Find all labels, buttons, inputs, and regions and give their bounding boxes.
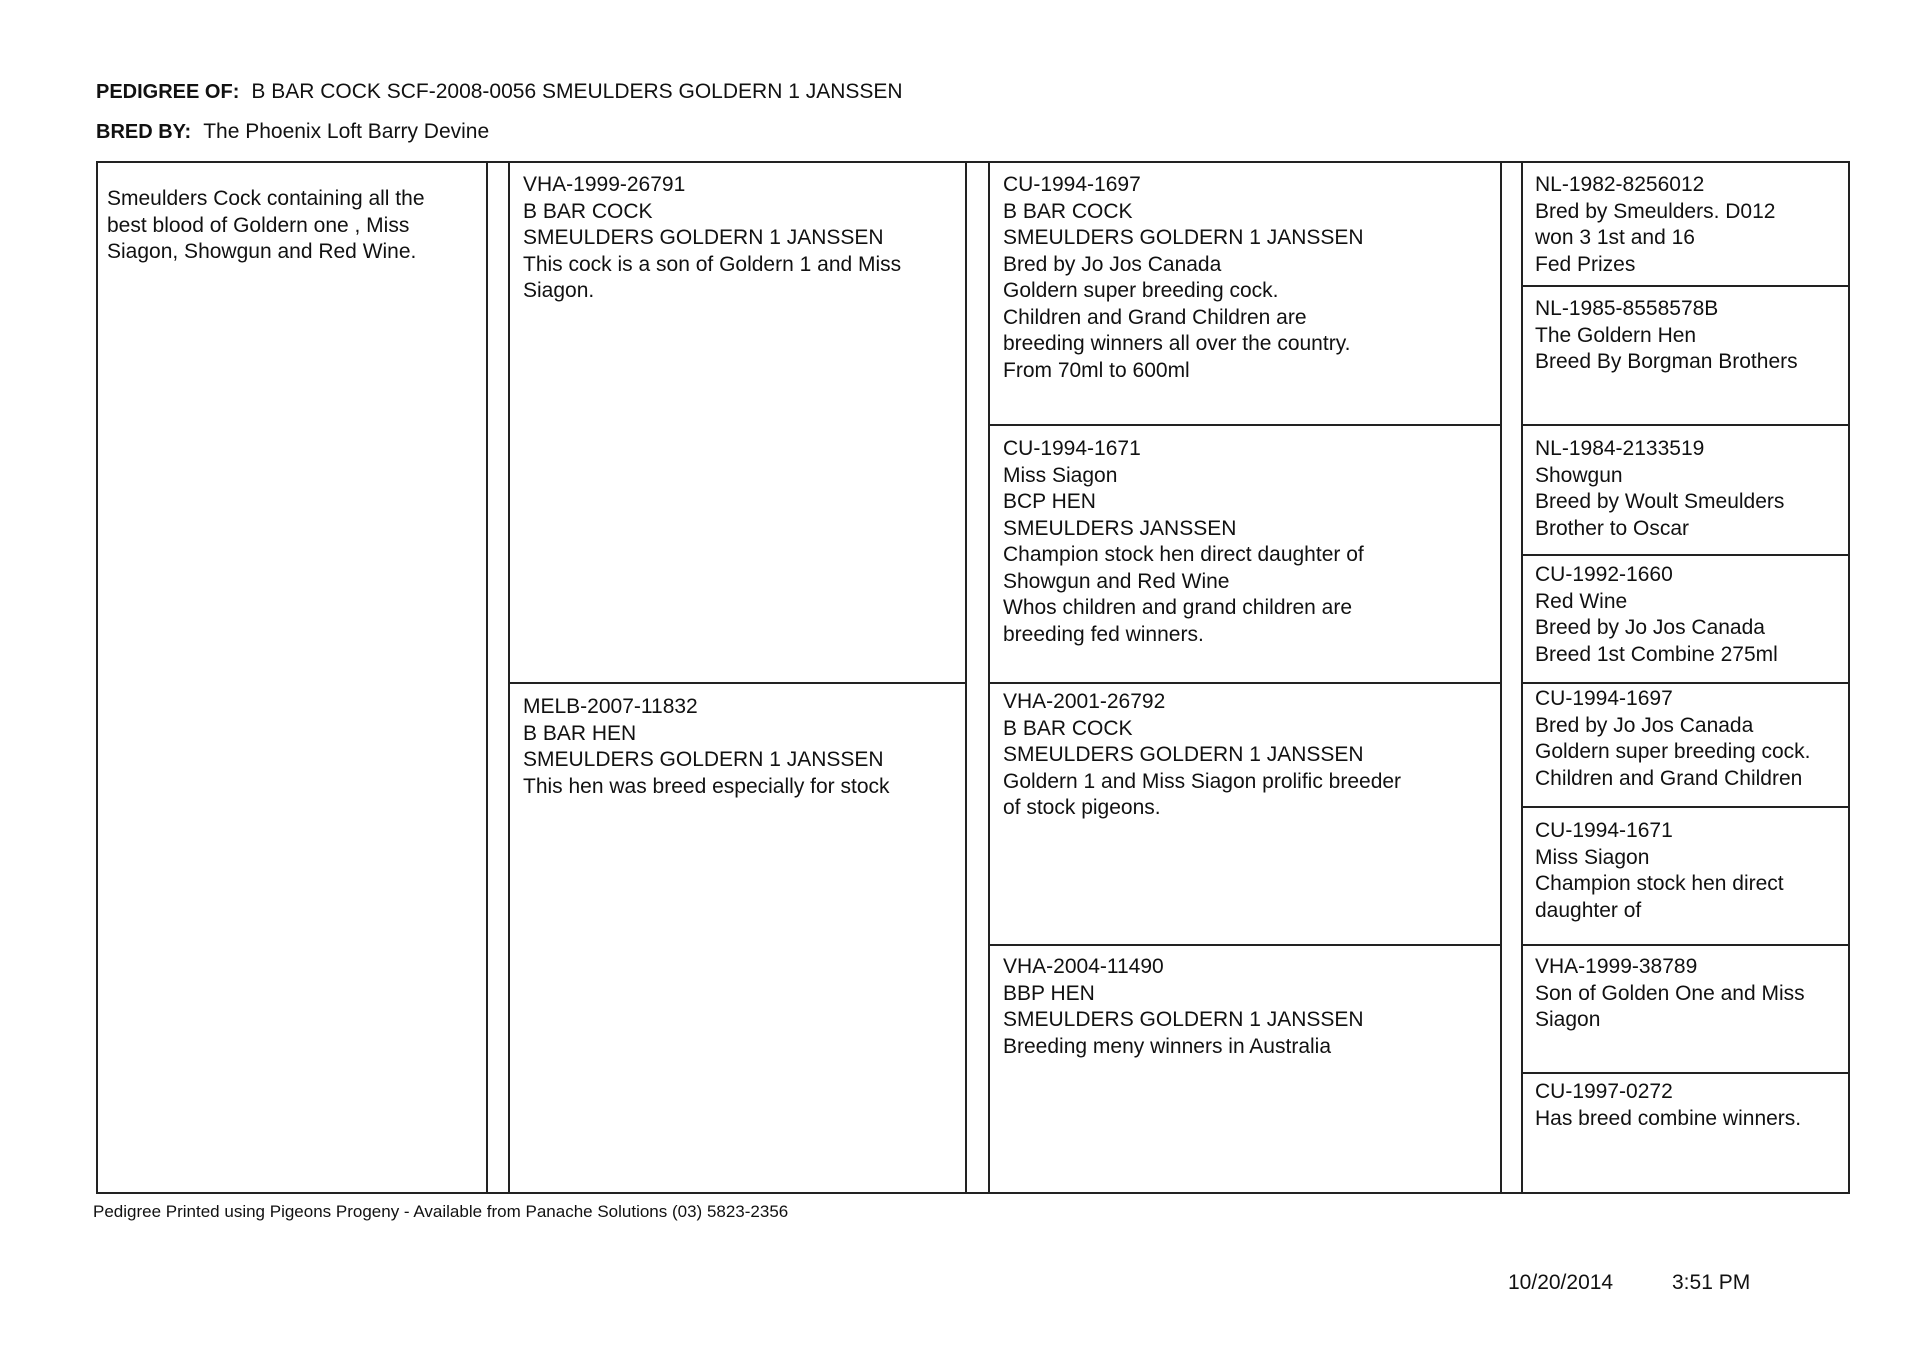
ggp-entry-4: CU-1992-1660 Red Wine Breed by Jo Jos Canada Breed 1st Combine 275ml bbox=[1535, 563, 1778, 666]
ggp-entry-6: CU-1994-1671 Miss Siagon Champion stock hen direct daughter of bbox=[1535, 819, 1784, 922]
ggp-entry-8: CU-1997-0272 Has breed combine winners. bbox=[1535, 1080, 1802, 1130]
gp-divider-3 bbox=[988, 944, 1502, 946]
ggp-divider-5 bbox=[1521, 806, 1850, 808]
dam-sire-entry: VHA-2001-26792 B BAR COCK SMEULDERS GOLDERN 1 JANSSEN Goldern 1 and Miss Siagon prolific breeder of stock pigeons. bbox=[1003, 690, 1402, 819]
sire-entry: VHA-1999-26791 B BAR COCK SMEULDERS GOLDERN 1 JANSSEN This cock is a son of Goldern 1 and Miss Siagon. bbox=[523, 173, 902, 302]
bred-by-value: The Phoenix Loft Barry Devine bbox=[203, 120, 490, 143]
ggp-divider-3 bbox=[1521, 554, 1850, 556]
ggp-entry-2: NL-1985-8558578B The Goldern Hen Breed By Borgman Brothers bbox=[1535, 297, 1798, 373]
bred-by-label: BRED BY: bbox=[96, 121, 192, 143]
ggp-entry-1: NL-1982-8256012 Bred by Smeulders. D012 won 3 1st and 16 Fed Prizes bbox=[1535, 173, 1776, 276]
ggp-entry-7: VHA-1999-38789 Son of Golden One and Miss Siagon bbox=[1535, 955, 1805, 1031]
col-sep-2a bbox=[965, 161, 967, 1194]
footer-credit: Pedigree Printed using Pigeons Progeny - Available from Panache Solutions (03) 5823-2356 bbox=[93, 1202, 789, 1221]
pedigree-of-value: B BAR COCK SCF-2008-0056 SMEULDERS GOLDERN 1 JANSSEN bbox=[251, 80, 903, 103]
col-sep-1a bbox=[486, 161, 488, 1194]
grid-bottom-line bbox=[96, 1192, 1850, 1194]
gp-divider-2 bbox=[988, 682, 1502, 684]
grid-top-line bbox=[96, 161, 1850, 163]
col-sep-1b bbox=[508, 161, 510, 1194]
sire-dam-entry: CU-1994-1671 Miss Siagon BCP HEN SMEULDERS JANSSEN Champion stock hen direct daughter of Showgun and Red Wine Whos children and grand children are breeding fed winners. bbox=[1003, 437, 1364, 646]
print-time: 3:51 PM bbox=[1672, 1271, 1751, 1294]
ggp-entry-5: CU-1994-1697 Bred by Jo Jos Canada Goldern super breeding cock. Children and Grand Children bbox=[1535, 687, 1811, 790]
dam-dam-entry: VHA-2004-11490 BBP HEN SMEULDERS GOLDERN 1 JANSSEN Breeding meny winners in Australia bbox=[1003, 955, 1364, 1058]
col-sep-2b bbox=[988, 161, 990, 1194]
sire-sire-entry: CU-1994-1697 B BAR COCK SMEULDERS GOLDERN 1 JANSSEN Bred by Jo Jos Canada Goldern super breeding cock. Children and Grand Children are breeding winners all over the country. From 70ml to 600ml bbox=[1003, 173, 1364, 382]
gp-divider-1 bbox=[988, 424, 1502, 426]
ggp-divider-1 bbox=[1521, 285, 1850, 287]
ggp-divider-2 bbox=[1521, 424, 1850, 426]
ggp-divider-4 bbox=[1521, 682, 1850, 684]
pedigree-of-line bbox=[96, 80, 903, 104]
pedigree-of-label: PEDIGREE OF: bbox=[96, 81, 240, 103]
ggp-divider-6 bbox=[1521, 944, 1850, 946]
ggp-entry-3: NL-1984-2133519 Showgun Breed by Woult Smeulders Brother to Oscar bbox=[1535, 437, 1785, 540]
grid-left-line bbox=[96, 161, 98, 1194]
col-sep-3a bbox=[1500, 161, 1502, 1194]
subject-notes: Smeulders Cock containing all the best blood of Goldern one , Miss Siagon, Showgun and Red Wine. bbox=[107, 187, 425, 263]
col-sep-3b bbox=[1521, 161, 1523, 1194]
dam-entry: MELB-2007-11832 B BAR HEN SMEULDERS GOLDERN 1 JANSSEN This hen was breed especially for stock bbox=[523, 695, 890, 798]
bred-by-line bbox=[96, 120, 489, 144]
parents-divider bbox=[508, 682, 967, 684]
grid-right-line bbox=[1848, 161, 1850, 1194]
ggp-divider-7 bbox=[1521, 1072, 1850, 1074]
print-date: 10/20/2014 bbox=[1508, 1271, 1614, 1294]
